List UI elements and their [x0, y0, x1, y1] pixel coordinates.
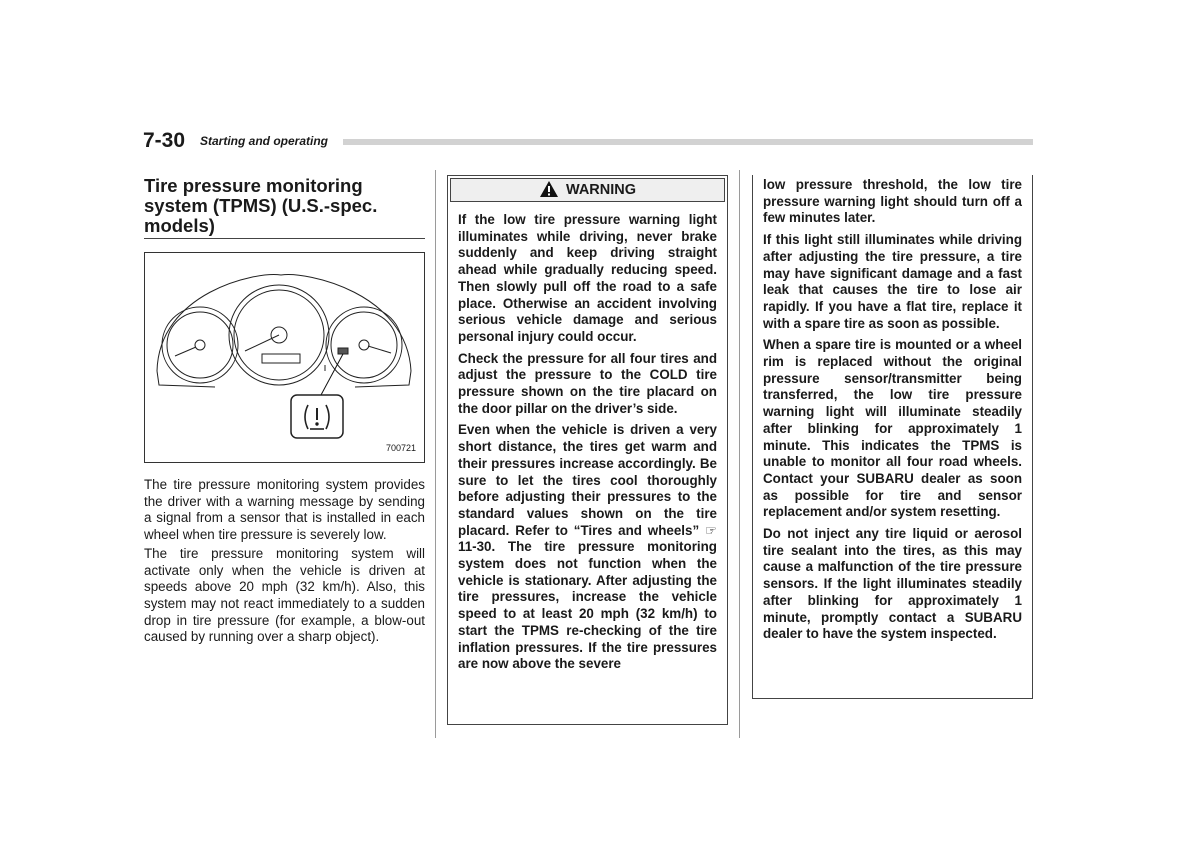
instrument-cluster-illustration: [145, 253, 424, 462]
warning-box: [447, 175, 728, 725]
left-column: [144, 176, 425, 646]
column-divider: [739, 170, 740, 738]
warning-heading: WARNING: [565, 182, 637, 198]
warning-paragraph: When a spare tire is mounted or a wheel rim is replaced without the original pressure sensor/transmitter being transferred, the low tire pressure warning light will illuminate steadily after blinking for approximately 1 minute. This indicates the TPMS is unable to monitor all four road wheels. Contact your SUBARU dealer as soon as possible for tire and sensor replacement and/or system resetting.: [763, 337, 1022, 520]
instrument-cluster-figure: [144, 252, 425, 463]
body-paragraph: The tire pressure monitoring system will activate only when the vehicle is driven at speeds above 20 mph (32 km/h). Also, this system may not react immediately to a sudden drop in tire pressure (for example, a blow-out caused by running over a sharp object).: [144, 545, 425, 645]
warning-continued-box: [752, 175, 1033, 699]
warning-text: [458, 212, 717, 678]
warning-continued-text: [763, 177, 1022, 648]
section-name: Starting and operating: [200, 134, 329, 148]
warning-paragraph: If the low tire pressure warning light illuminates while driving, never brake suddenly and keep driving straight ahead while gradually reducing speed. Then slowly pull off the road to a safe place. Otherwise an accident involving serious vehicle damage and serious personal injury could occur.: [458, 212, 717, 344]
warning-triangle-icon: [539, 180, 559, 198]
body-paragraph: The tire pressure monitoring system provides the driver with a warning message by sending a signal from a sensor that is installed in each wheel when tire pressure is severely low.: [144, 477, 425, 543]
warning-paragraph: Even when the vehicle is driven a very short distance, the tires get warm and their pressures increase accordingly. Be sure to let the tires cool thoroughly before adjusting their pressures to the standard values shown on the tire placard. Refer to “Tires and wheels” ☞11-30. The tire pressure monitoring system does not function when the vehicle is stationary. After adjusting the tire pressures, increase the vehicle speed to at least 20 mph (32 km/h) to start the TPMS re-checking of the tire inflation pressures. If the tire pressures are now above the severe: [458, 422, 717, 672]
column-divider: [435, 170, 436, 738]
section-title: Tire pressure monitoring system (TPMS) (U.S.-spec. models): [144, 176, 425, 239]
warning-paragraph: If this light still illuminates while driving after adjusting the tire pressure, a tire may have significant damage and a fast leak that causes the tire to lose air rapidly. If you have a flat tire, replace it with a spare tire as soon as possible.: [763, 232, 1022, 331]
warning-paragraph: Do not inject any tire liquid or aerosol tire sealant into the tires, as this may cause a malfunction of the tire pressure sensors. If the light illuminates steadily after blinking for approximately 1 minute, promptly contact a SUBARU dealer to have the system inspected.: [763, 526, 1022, 642]
warning-header: [450, 178, 725, 202]
page-number: 7-30: [143, 129, 186, 152]
warning-paragraph: Check the pressure for all four tires and adjust the pressure to the COLD tire pressure shown on the tire placard on the door pillar on the driver’s side.: [458, 350, 717, 416]
page-header: [143, 128, 1033, 154]
header-rule: [343, 139, 1033, 145]
figure-code: 700721: [385, 443, 416, 453]
warning-paragraph: low pressure threshold, the low tire pressure warning light should turn off a few minutes later.: [763, 177, 1022, 226]
